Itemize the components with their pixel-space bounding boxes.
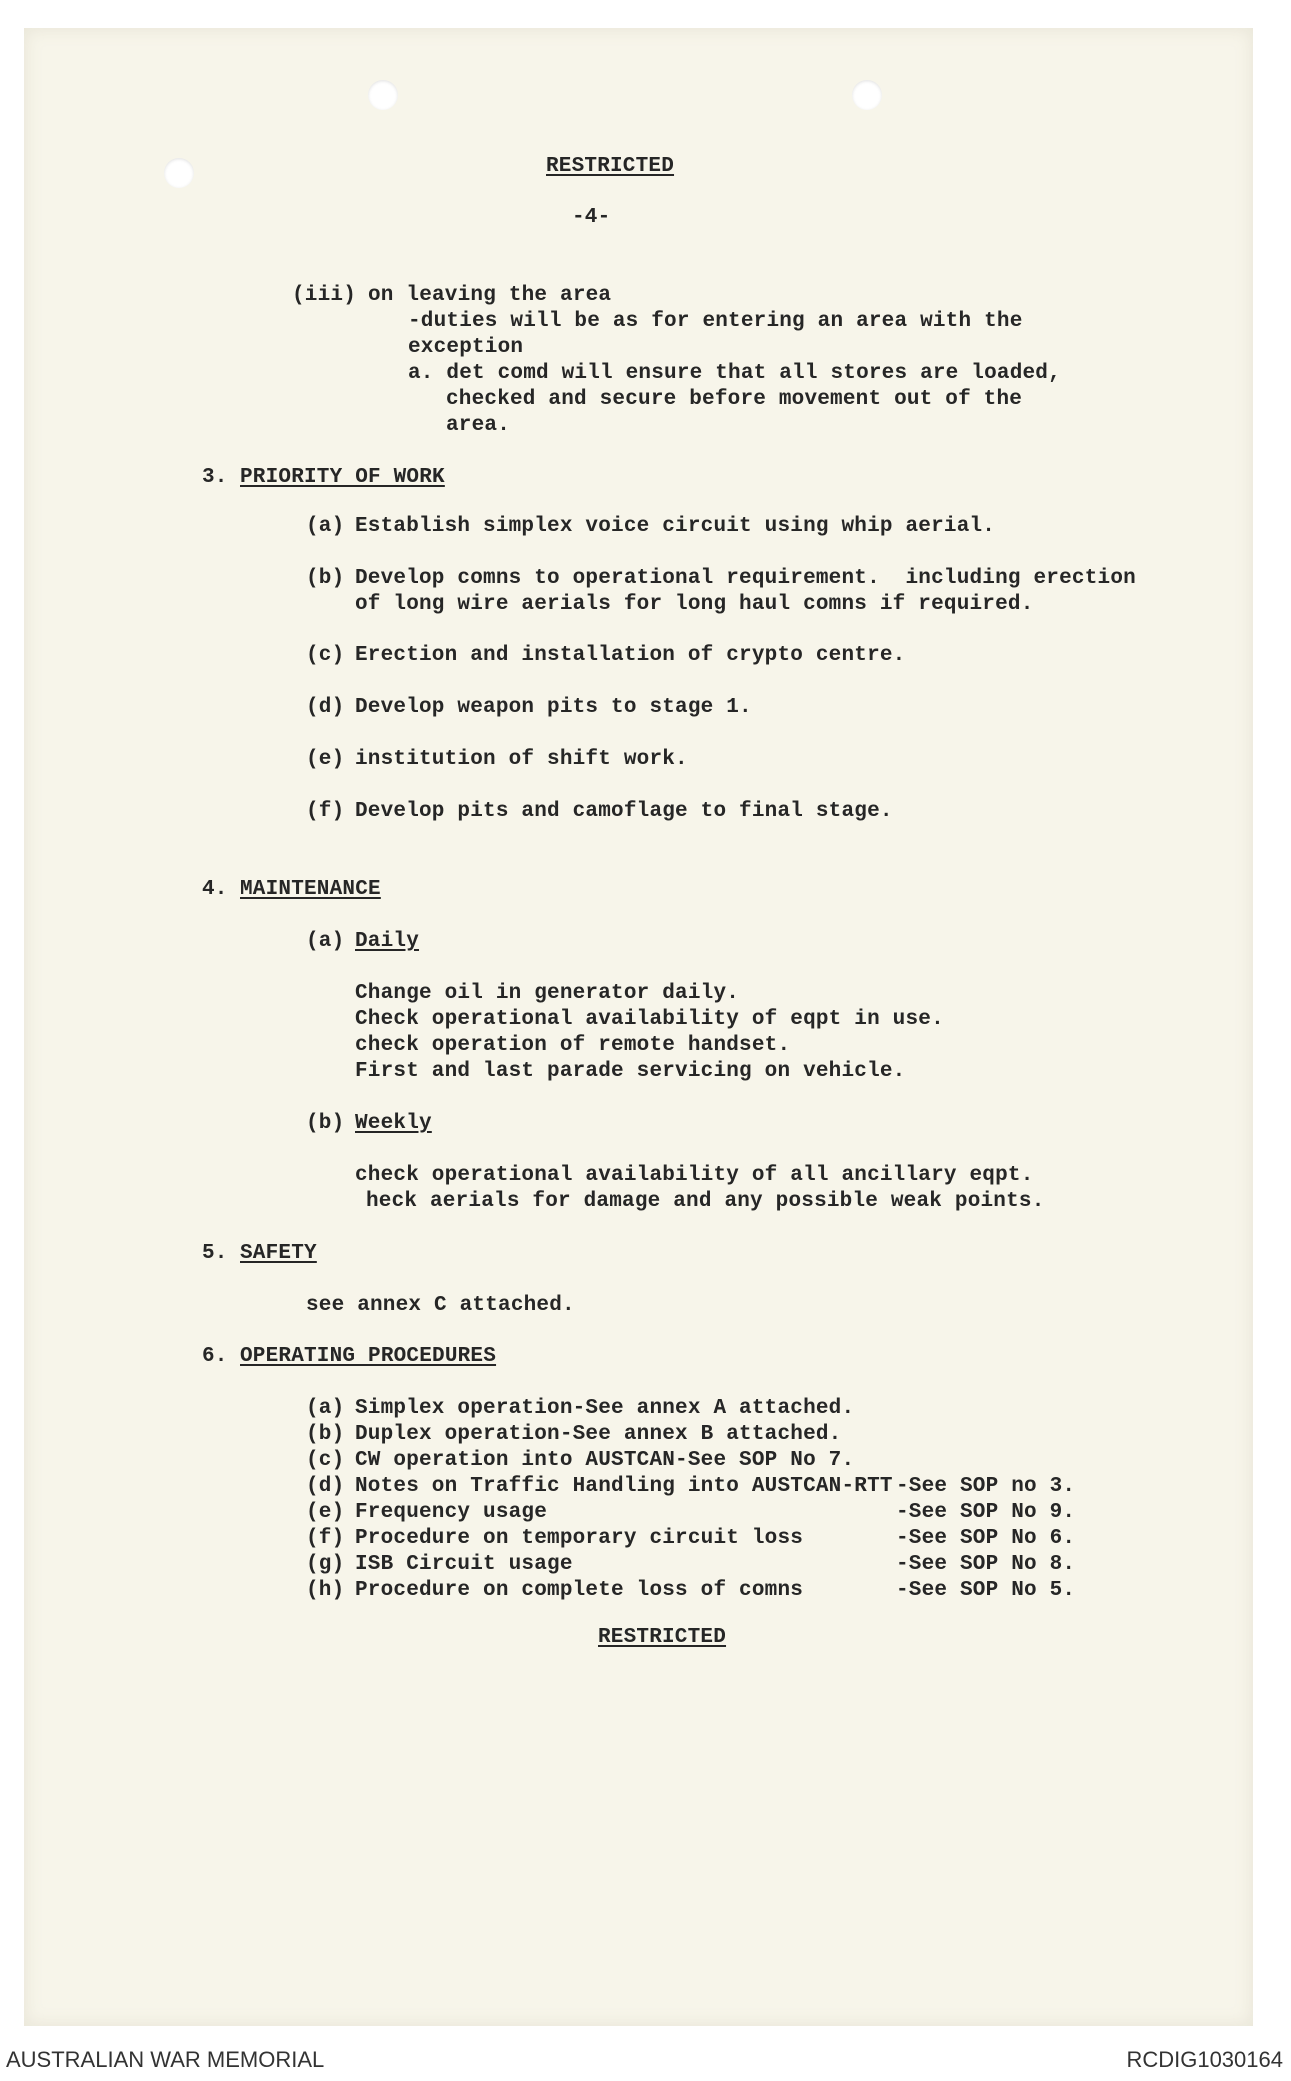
list-item: institution of shift work. (355, 748, 688, 771)
list-item: Develop pits and camoflage to final stage. (355, 800, 893, 823)
list-item-key: (a) (306, 515, 345, 538)
section-number: 3. (202, 466, 228, 489)
leaving-line: -duties will be as for entering an area with the (408, 310, 1023, 333)
footer-id: RCDIG1030164 (1126, 2047, 1283, 2072)
list-item: Establish simplex voice circuit using whip aerial. (355, 515, 996, 538)
punch-hole (852, 80, 882, 110)
list-item-key: (b) (306, 1423, 345, 1446)
sop-reference: -See SOP No 8. (896, 1553, 1076, 1576)
maintenance-line: Check operational availability of eqpt in use. (355, 1008, 944, 1031)
list-item-key: (h) (306, 1579, 345, 1602)
list-item-key: (g) (306, 1553, 345, 1576)
list-item: Duplex operation-See annex B attached. (355, 1423, 842, 1446)
section-title: OPERATING PROCEDURES (240, 1345, 497, 1368)
list-item: Procedure on complete loss of comns (355, 1579, 804, 1602)
footer-source: AUSTRALIAN WAR MEMORIAL (6, 2047, 325, 2072)
section-title: MAINTENANCE (240, 878, 381, 901)
list-item-key: (d) (306, 1475, 345, 1498)
sop-reference: -See SOP No 5. (896, 1579, 1076, 1602)
list-item-key: (a) (306, 1397, 345, 1420)
list-item: of long wire aerials for long haul comns if required. (355, 593, 1034, 616)
list-item-key: (c) (306, 644, 345, 667)
list-item: Develop comns to operational requirement. including erection (355, 567, 1136, 590)
leaving-label: (iii) (292, 284, 357, 307)
leaving-line: a. det comd will ensure that all stores are loaded, (408, 362, 1061, 385)
maintenance-line: heck aerials for damage and any possible weak points. (366, 1190, 1045, 1213)
maintenance-line: check operational availability of all ancillary eqpt. (355, 1164, 1034, 1187)
sop-reference: -See SOP No 6. (896, 1527, 1076, 1550)
section-title: PRIORITY OF WORK (240, 466, 445, 489)
subsection-title: Weekly (355, 1112, 432, 1135)
list-item-key: (e) (306, 1501, 345, 1524)
list-item: Develop weapon pits to stage 1. (355, 696, 752, 719)
list-item: Simplex operation-See annex A attached. (355, 1397, 855, 1420)
maintenance-line: Change oil in generator daily. (355, 982, 740, 1005)
subsection-title: Daily (355, 930, 420, 953)
classification-bottom: RESTRICTED (598, 1626, 727, 1649)
section-number: 5. (202, 1242, 228, 1265)
list-item: ISB Circuit usage (355, 1553, 573, 1576)
list-item-key: (f) (306, 1527, 345, 1550)
punch-hole (164, 158, 194, 188)
list-item: CW operation into AUSTCAN-See SOP No 7. (355, 1449, 855, 1472)
leaving-line: checked and secure before movement out of the (446, 388, 1023, 411)
maintenance-line: First and last parade servicing on vehicle. (355, 1060, 906, 1083)
list-item-key: (b) (306, 567, 345, 590)
section-number: 4. (202, 878, 228, 901)
list-item-key: (d) (306, 696, 345, 719)
list-item: Notes on Traffic Handling into AUSTCAN-RTT (355, 1475, 893, 1498)
leaving-line: area. (446, 414, 511, 437)
list-item: Procedure on temporary circuit loss (355, 1527, 804, 1550)
list-item-key: (e) (306, 748, 345, 771)
maintenance-line: check operation of remote handset. (355, 1034, 791, 1057)
list-item-key: (b) (306, 1112, 345, 1135)
section-number: 6. (202, 1345, 228, 1368)
section-title: SAFETY (240, 1242, 317, 1265)
list-item: Frequency usage (355, 1501, 548, 1524)
leaving-line: on leaving the area (368, 284, 612, 307)
sop-reference: -See SOP No 9. (896, 1501, 1076, 1524)
sop-reference: -See SOP no 3. (896, 1475, 1076, 1498)
safety-text: see annex C attached. (306, 1294, 575, 1317)
page-number: -4- (572, 206, 611, 229)
list-item-key: (a) (306, 930, 345, 953)
list-item: Erection and installation of crypto centre. (355, 644, 906, 667)
classification-top: RESTRICTED (546, 155, 675, 178)
list-item-key: (f) (306, 800, 345, 823)
list-item-key: (c) (306, 1449, 345, 1472)
punch-hole (368, 80, 398, 110)
leaving-line: exception (408, 336, 524, 359)
